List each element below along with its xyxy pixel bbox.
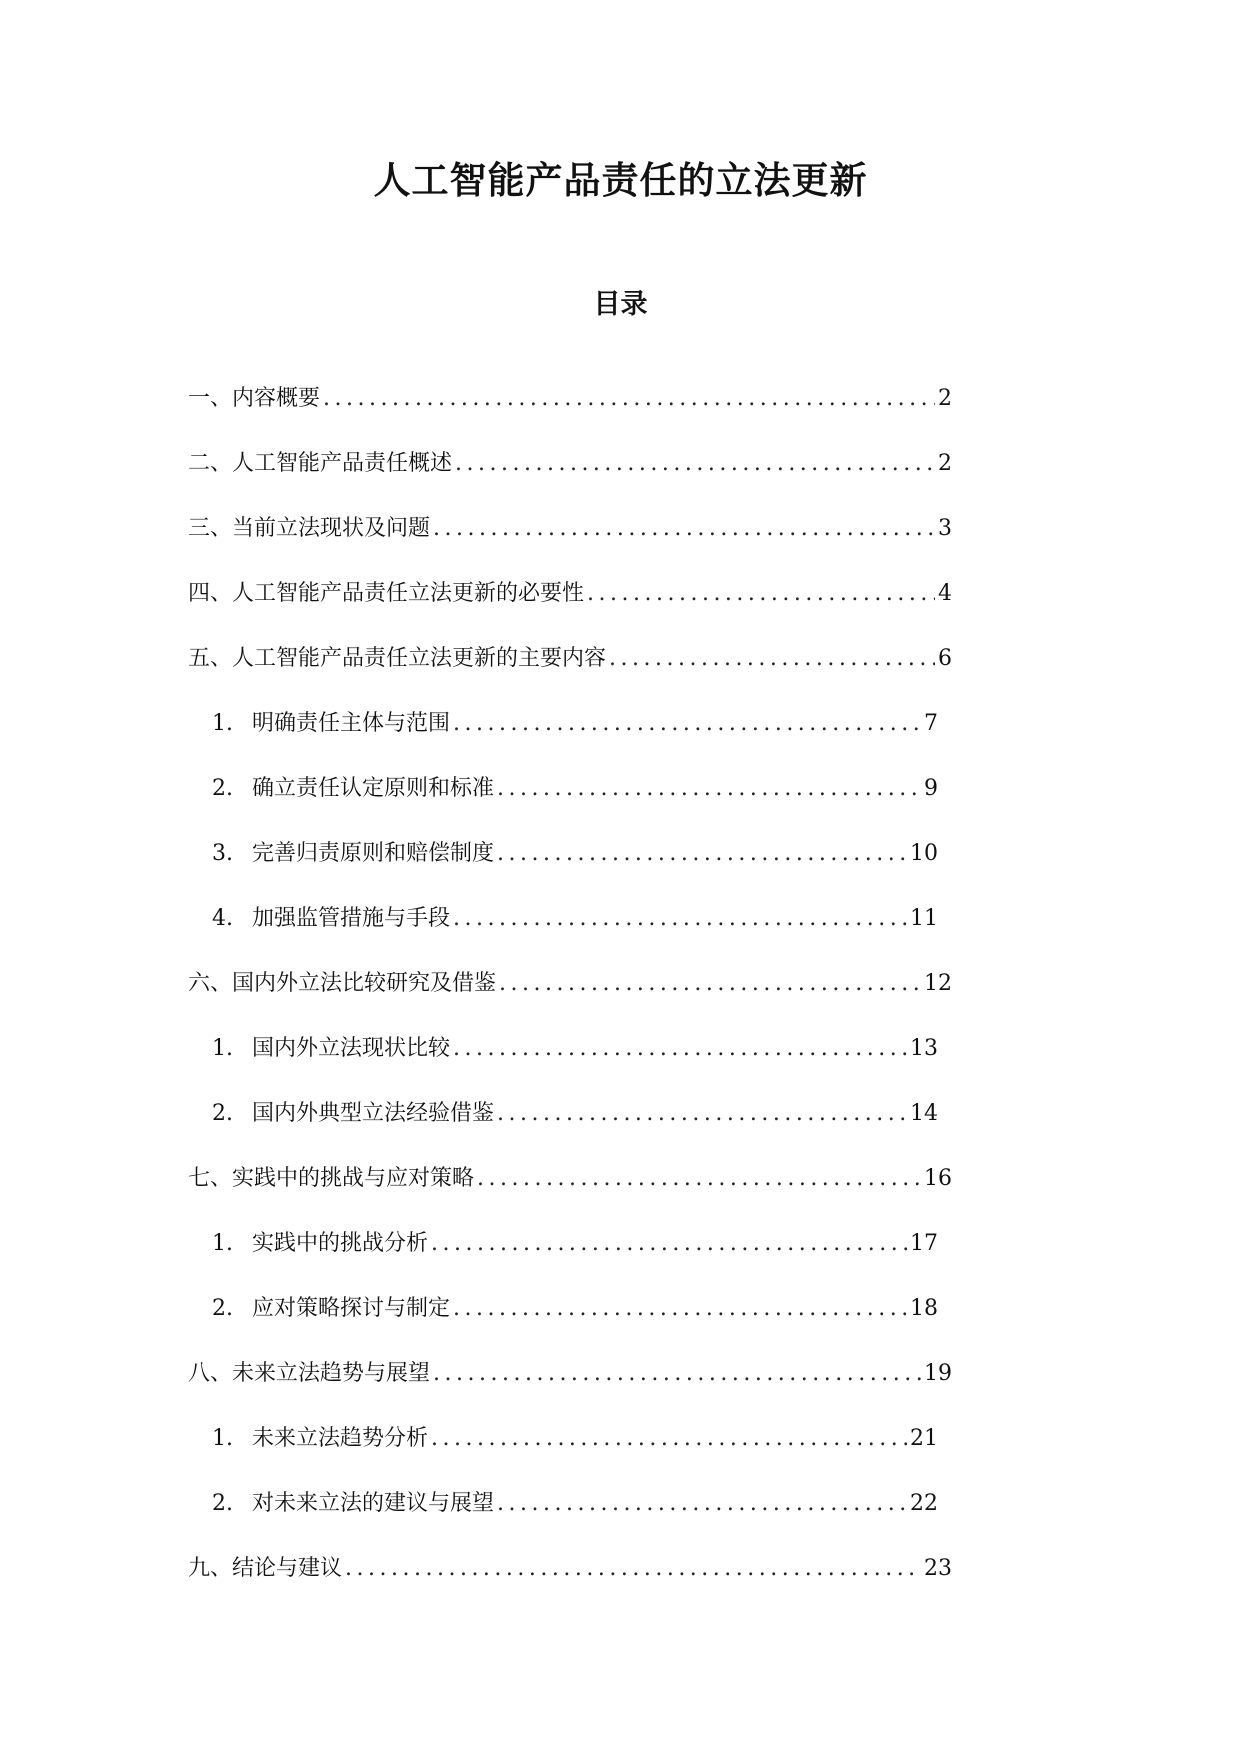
toc-entry-label[interactable]: 国内外典型立法经验借鉴 bbox=[252, 1101, 495, 1126]
toc-entry-label[interactable]: 确立责任认定原则和标准 bbox=[252, 776, 495, 801]
toc-dot-leader bbox=[587, 579, 935, 609]
toc-entry[interactable] bbox=[188, 709, 952, 774]
toc-entry[interactable] bbox=[188, 1554, 952, 1619]
toc-page-number[interactable]: 6 bbox=[938, 646, 952, 671]
toc-entry-number: 2. bbox=[212, 776, 233, 801]
toc-entry[interactable] bbox=[188, 1294, 952, 1359]
toc-dot-leader bbox=[497, 1489, 907, 1519]
toc-entry-number: 2. bbox=[212, 1491, 233, 1516]
toc-dot-leader bbox=[497, 839, 907, 869]
toc-entry-number: 2. bbox=[212, 1296, 233, 1321]
toc-dot-leader bbox=[609, 644, 935, 674]
toc-entry[interactable] bbox=[188, 1229, 952, 1294]
toc-entry[interactable] bbox=[188, 839, 952, 904]
toc-entry-number: 4. bbox=[212, 906, 233, 931]
toc-entry-label[interactable]: 二、人工智能产品责任概述 bbox=[188, 451, 453, 476]
toc-entry[interactable] bbox=[188, 1099, 952, 1164]
toc-page-number[interactable]: 10 bbox=[910, 841, 938, 866]
toc-page-number[interactable]: 2 bbox=[938, 386, 952, 411]
toc-entry-label[interactable]: 完善归责原则和赔偿制度 bbox=[252, 841, 495, 866]
toc-entry-number: 3. bbox=[212, 841, 233, 866]
document-title: 人工智能产品责任的立法更新 bbox=[373, 158, 868, 202]
toc-page-number[interactable]: 16 bbox=[924, 1166, 952, 1191]
toc-dot-leader bbox=[453, 1294, 907, 1324]
toc-page-number[interactable]: 23 bbox=[924, 1556, 952, 1581]
toc-entry-label[interactable]: 四、人工智能产品责任立法更新的必要性 bbox=[188, 581, 585, 606]
toc-page-number[interactable]: 4 bbox=[938, 581, 952, 606]
toc-entry-label[interactable]: 加强监管措施与手段 bbox=[252, 906, 451, 931]
toc-entry-number: 1. bbox=[212, 711, 233, 736]
toc-page-number[interactable]: 19 bbox=[924, 1361, 952, 1386]
toc-page-number[interactable]: 18 bbox=[910, 1296, 938, 1321]
toc-entry-label[interactable]: 一、内容概要 bbox=[188, 386, 321, 411]
toc-entry[interactable] bbox=[188, 1164, 952, 1229]
toc-entry[interactable] bbox=[188, 514, 952, 579]
toc-entry-label[interactable]: 未来立法趋势分析 bbox=[252, 1426, 429, 1451]
toc-entry[interactable] bbox=[188, 1424, 952, 1489]
toc-entry[interactable] bbox=[188, 449, 952, 514]
toc-dot-leader bbox=[431, 1424, 907, 1454]
toc-page-number[interactable]: 2 bbox=[938, 451, 952, 476]
toc-dot-leader bbox=[431, 1229, 907, 1259]
table-of-contents bbox=[188, 384, 952, 1619]
toc-entry-number: 1. bbox=[212, 1231, 233, 1256]
toc-entry[interactable] bbox=[188, 904, 952, 969]
toc-entry-number: 2. bbox=[212, 1101, 233, 1126]
toc-entry-label[interactable]: 九、结论与建议 bbox=[188, 1556, 343, 1581]
toc-dot-leader bbox=[323, 384, 935, 414]
toc-entry-label[interactable]: 实践中的挑战分析 bbox=[252, 1231, 429, 1256]
toc-dot-leader bbox=[499, 969, 921, 999]
toc-entry-label[interactable]: 对未来立法的建议与展望 bbox=[252, 1491, 495, 1516]
toc-entry[interactable] bbox=[188, 579, 952, 644]
toc-heading: 目录 bbox=[593, 289, 648, 320]
toc-dot-leader bbox=[453, 709, 921, 739]
toc-entry-label[interactable]: 七、实践中的挑战与应对策略 bbox=[188, 1166, 475, 1191]
toc-page-number[interactable]: 11 bbox=[910, 906, 938, 931]
toc-dot-leader bbox=[345, 1554, 921, 1584]
toc-dot-leader bbox=[497, 1099, 907, 1129]
toc-entry[interactable] bbox=[188, 774, 952, 839]
toc-page-number[interactable]: 12 bbox=[924, 971, 952, 996]
toc-entry-label[interactable]: 五、人工智能产品责任立法更新的主要内容 bbox=[188, 646, 607, 671]
toc-page-number[interactable]: 13 bbox=[910, 1036, 938, 1061]
toc-page-number[interactable]: 17 bbox=[910, 1231, 938, 1256]
toc-page-number[interactable]: 22 bbox=[910, 1491, 938, 1516]
toc-entry-label[interactable]: 八、未来立法趋势与展望 bbox=[188, 1361, 431, 1386]
toc-page-number[interactable]: 7 bbox=[924, 711, 938, 736]
toc-entry[interactable] bbox=[188, 1034, 952, 1099]
toc-entry-label[interactable]: 六、国内外立法比较研究及借鉴 bbox=[188, 971, 497, 996]
toc-entry-label[interactable]: 国内外立法现状比较 bbox=[252, 1036, 451, 1061]
toc-page-number[interactable]: 3 bbox=[938, 516, 952, 541]
toc-dot-leader bbox=[453, 1034, 907, 1064]
toc-entry-number: 1. bbox=[212, 1426, 233, 1451]
toc-dot-leader bbox=[455, 449, 935, 479]
toc-entry[interactable] bbox=[188, 384, 952, 449]
toc-dot-leader bbox=[477, 1164, 921, 1194]
toc-entry[interactable] bbox=[188, 1359, 952, 1424]
toc-entry-label[interactable]: 应对策略探讨与制定 bbox=[252, 1296, 451, 1321]
toc-page-number[interactable]: 21 bbox=[910, 1426, 938, 1451]
toc-dot-leader bbox=[453, 904, 907, 934]
toc-entry[interactable] bbox=[188, 644, 952, 709]
toc-page-number[interactable]: 9 bbox=[924, 776, 938, 801]
toc-page-number[interactable]: 14 bbox=[910, 1101, 938, 1126]
toc-entry[interactable] bbox=[188, 1489, 952, 1554]
toc-dot-leader bbox=[433, 1359, 921, 1389]
toc-entry[interactable] bbox=[188, 969, 952, 1034]
toc-entry-label[interactable]: 明确责任主体与范围 bbox=[252, 711, 451, 736]
toc-dot-leader bbox=[497, 774, 921, 804]
toc-dot-leader bbox=[433, 514, 935, 544]
toc-entry-number: 1. bbox=[212, 1036, 233, 1061]
toc-entry-label[interactable]: 三、当前立法现状及问题 bbox=[188, 516, 431, 541]
